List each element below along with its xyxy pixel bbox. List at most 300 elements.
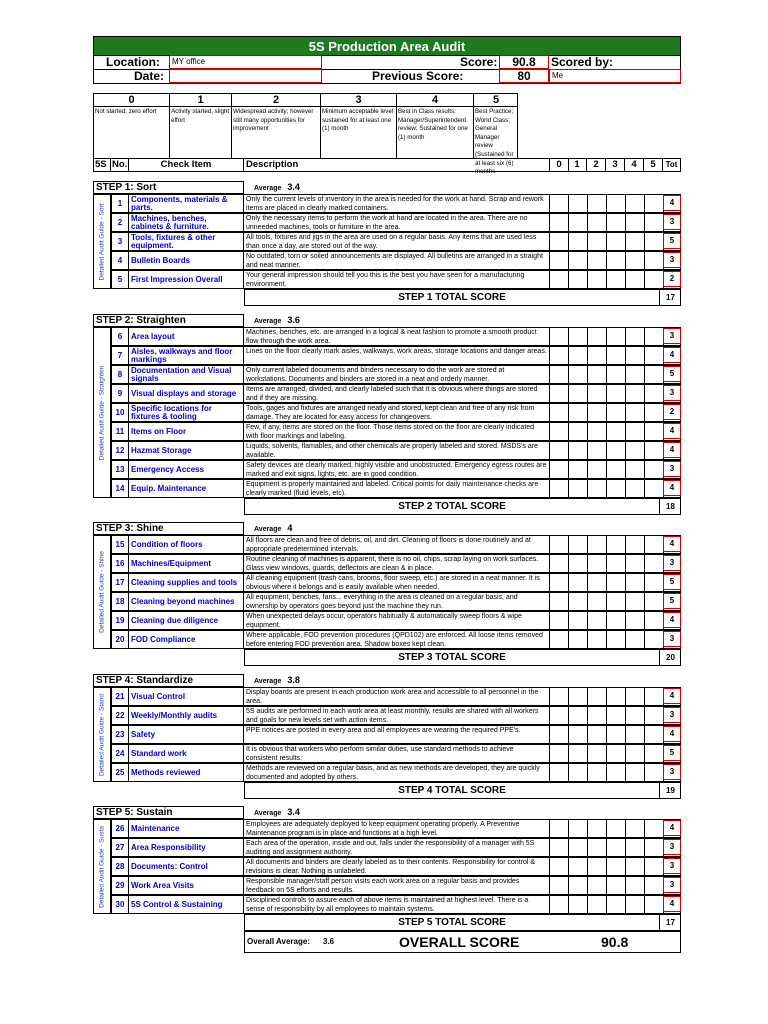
- score-cell-0[interactable]: [550, 725, 569, 744]
- score-cell-1[interactable]: [569, 194, 588, 213]
- col-no: No.: [112, 159, 128, 170]
- score-cell-0[interactable]: [550, 554, 569, 573]
- score-cell-1[interactable]: [569, 687, 588, 706]
- step-total-value: 19: [659, 783, 681, 798]
- score-cell-1[interactable]: [569, 460, 588, 479]
- score-cell-3[interactable]: [607, 460, 626, 479]
- score-cell-1[interactable]: [569, 895, 588, 914]
- score-cell-5[interactable]: [645, 763, 664, 782]
- score-cell-0[interactable]: [550, 876, 569, 895]
- score-cell-0[interactable]: [550, 535, 569, 554]
- step-total-row: [244, 914, 681, 931]
- score-cell-1[interactable]: [569, 270, 588, 289]
- score-cell-1[interactable]: [569, 535, 588, 554]
- score-cell-1[interactable]: [569, 611, 588, 630]
- check-item: [129, 232, 244, 251]
- score-cell-2[interactable]: [588, 554, 607, 573]
- level-2-number: 2: [232, 94, 320, 107]
- audit-guide-link[interactable]: [93, 194, 111, 289]
- check-item: [129, 687, 244, 706]
- overall-average-label: Overall Average:: [247, 937, 310, 946]
- score-cell-3[interactable]: [607, 573, 626, 592]
- item-description: Methods are reviewed on a regular basis, and as new methods are developed, they are quickly documented and adopted by others.: [244, 763, 550, 782]
- step-total-value: 17: [659, 290, 681, 305]
- average-label: Average: [254, 526, 282, 533]
- item-number: 6: [111, 327, 129, 346]
- level-4-number: 4: [397, 94, 473, 107]
- location-field[interactable]: MY office: [169, 55, 322, 69]
- score-cell-5[interactable]: [645, 592, 664, 611]
- score-cell-3[interactable]: [607, 687, 626, 706]
- score-cell-0[interactable]: [550, 384, 569, 403]
- check-item: [129, 611, 244, 630]
- score-cell-3[interactable]: [607, 819, 626, 838]
- score-cell-4[interactable]: [626, 895, 645, 914]
- score-cell-0[interactable]: [550, 763, 569, 782]
- score-cell-0[interactable]: [550, 611, 569, 630]
- score-cell-5[interactable]: [645, 384, 664, 403]
- score-cell-4[interactable]: [626, 876, 645, 895]
- score-cell-3[interactable]: [607, 384, 626, 403]
- score-cell-5[interactable]: [645, 687, 664, 706]
- score-cell-4[interactable]: [626, 744, 645, 763]
- item-description: No outdated, torn or soiled announcements are displayed. All bulletins are arranged in a straight and neat manner.: [244, 251, 550, 270]
- score-cell-1[interactable]: [569, 819, 588, 838]
- item-score[interactable]: 3: [663, 707, 681, 723]
- score-cell-1[interactable]: [569, 744, 588, 763]
- item-description: Few, if any, items are stored on the floor. Those items stored on the floor are clearly indicated with floor markings and labeling.: [244, 422, 550, 441]
- score-cell-0[interactable]: [550, 895, 569, 914]
- score-cell-2[interactable]: [588, 706, 607, 725]
- score-cell-5[interactable]: [645, 403, 664, 422]
- score-cell-3[interactable]: [607, 630, 626, 649]
- level-2-desc: Widespread activity; however still many opportunities for improvement: [233, 108, 314, 133]
- score-cell-5[interactable]: [645, 535, 664, 554]
- item-score[interactable]: 5: [663, 745, 681, 761]
- header-row-location: [93, 56, 681, 70]
- check-item: [129, 270, 244, 289]
- score-cell-0[interactable]: [550, 365, 569, 384]
- score-cell-5[interactable]: [645, 479, 664, 498]
- score-cell-1[interactable]: [569, 365, 588, 384]
- check-item-label: Equip. Maintenance: [131, 483, 207, 493]
- score-cell-0[interactable]: [550, 441, 569, 460]
- score-cell-5[interactable]: [645, 346, 664, 365]
- score-cell-2[interactable]: [588, 327, 607, 346]
- score-cell-3[interactable]: [607, 251, 626, 270]
- score-cell-1[interactable]: [569, 327, 588, 346]
- score-cell-2[interactable]: [588, 819, 607, 838]
- item-score[interactable]: 4: [663, 726, 681, 742]
- item-description: It is obvious that workers who perform similar duties, use standard methods to achieve consistent results.: [244, 744, 550, 763]
- score-cell-0[interactable]: [550, 592, 569, 611]
- item-score[interactable]: 3: [663, 555, 681, 571]
- check-item-label: Cleaning due diligence: [131, 615, 219, 625]
- score-cell-1[interactable]: [569, 441, 588, 460]
- score-cell-2[interactable]: [588, 270, 607, 289]
- check-item-label: Specific locations for fixtures & tooling: [131, 403, 212, 421]
- score-cell-5[interactable]: [645, 232, 664, 251]
- item-number: 21: [111, 687, 129, 706]
- score-cell-4[interactable]: [626, 535, 645, 554]
- score-cell-5[interactable]: [645, 819, 664, 838]
- score-cell-0[interactable]: [550, 687, 569, 706]
- check-item: [129, 479, 244, 498]
- score-cell-0[interactable]: [550, 460, 569, 479]
- score-cell-1[interactable]: [569, 763, 588, 782]
- score-cell-2[interactable]: [588, 725, 607, 744]
- item-score[interactable]: 3: [663, 385, 681, 401]
- level-5: [474, 94, 518, 176]
- check-item: [129, 403, 244, 422]
- score-cell-3[interactable]: [607, 876, 626, 895]
- item-number: 16: [111, 554, 129, 573]
- score-cell-2[interactable]: [588, 611, 607, 630]
- item-score[interactable]: 2: [663, 404, 681, 420]
- score-cell-0[interactable]: [550, 744, 569, 763]
- score-cell-4[interactable]: [626, 460, 645, 479]
- score-cell-0[interactable]: [550, 403, 569, 422]
- audit-guide-label: Detailed Audit Guide - Straighten: [98, 365, 106, 460]
- scored-by-label: Scored by:: [551, 55, 614, 69]
- col-check-item: Check Item: [129, 158, 244, 172]
- item-score[interactable]: 3: [663, 858, 681, 874]
- check-item: [129, 460, 244, 479]
- score-cell-5[interactable]: [645, 611, 664, 630]
- check-item-label: Safety: [131, 729, 156, 739]
- item-score[interactable]: 4: [663, 347, 681, 363]
- score-cell-2[interactable]: [588, 535, 607, 554]
- score-cell-5[interactable]: [645, 251, 664, 270]
- score-cell-3[interactable]: [607, 554, 626, 573]
- score-cell-5[interactable]: [645, 876, 664, 895]
- item-score[interactable]: 4: [663, 820, 681, 836]
- level-3-desc: Minimum acceptable level sustained for at least one (1) month: [322, 108, 394, 133]
- score-cell-3[interactable]: [607, 346, 626, 365]
- check-item-label: Methods reviewed: [131, 767, 201, 777]
- score-cell-2[interactable]: [588, 232, 607, 251]
- score-cell-4[interactable]: [626, 687, 645, 706]
- score-cell-4[interactable]: [626, 232, 645, 251]
- score-cell-3[interactable]: [607, 706, 626, 725]
- score-cell-4[interactable]: [626, 819, 645, 838]
- score-cell-5[interactable]: [645, 213, 664, 232]
- score-cell-0[interactable]: [550, 346, 569, 365]
- col-score-0: 0: [550, 158, 569, 172]
- check-item: [129, 554, 244, 573]
- score-cell-1[interactable]: [569, 346, 588, 365]
- item-score[interactable]: 3: [663, 214, 681, 230]
- level-3-number: 3: [321, 94, 396, 107]
- item-description: Routine cleaning of machines is apparent, there is no oil, chips, scrap laying on work surfaces. Glass view windows, guards, deflectors are clean & in place.: [244, 554, 550, 573]
- item-score[interactable]: 5: [663, 366, 681, 382]
- score-cell-0[interactable]: [550, 479, 569, 498]
- score-cell-4[interactable]: [626, 611, 645, 630]
- step-average: [254, 523, 292, 535]
- score-cell-5[interactable]: [645, 441, 664, 460]
- score-cell-2[interactable]: [588, 876, 607, 895]
- audit-guide-link[interactable]: [93, 819, 111, 914]
- score-cell-3[interactable]: [607, 857, 626, 876]
- audit-guide-link[interactable]: [93, 535, 111, 649]
- score-cell-1[interactable]: [569, 857, 588, 876]
- step-average: [254, 807, 300, 819]
- score-cell-5[interactable]: [645, 573, 664, 592]
- score-cell-1[interactable]: [569, 384, 588, 403]
- score-cell-3[interactable]: [607, 232, 626, 251]
- score-cell-4[interactable]: [626, 365, 645, 384]
- score-cell-3[interactable]: [607, 270, 626, 289]
- score-cell-2[interactable]: [588, 251, 607, 270]
- score-cell-3[interactable]: [607, 895, 626, 914]
- score-cell-3[interactable]: [607, 725, 626, 744]
- item-number: 12: [111, 441, 129, 460]
- score-cell-3[interactable]: [607, 422, 626, 441]
- item-score[interactable]: 5: [663, 574, 681, 590]
- item-score[interactable]: 4: [663, 442, 681, 458]
- score-cell-4[interactable]: [626, 630, 645, 649]
- score-cell-5[interactable]: [645, 838, 664, 857]
- score-cell-3[interactable]: [607, 441, 626, 460]
- score-cell-1[interactable]: [569, 725, 588, 744]
- item-description: Display boards are present in each production work area and accessible to all personnel in the area.: [244, 687, 550, 706]
- audit-guide-link[interactable]: [93, 687, 111, 782]
- check-item: [129, 592, 244, 611]
- score-cell-0[interactable]: [550, 422, 569, 441]
- step-average: [254, 675, 300, 687]
- score-cell-4[interactable]: [626, 441, 645, 460]
- score-cell-2[interactable]: [588, 479, 607, 498]
- score-cell-0[interactable]: [550, 630, 569, 649]
- score-cell-0[interactable]: [550, 251, 569, 270]
- score-cell-1[interactable]: [569, 706, 588, 725]
- item-description: Each area of the operation, inside and out, falls under the responsibility of a manager with 5S auditing and assignment authority.: [244, 838, 550, 857]
- check-item: [129, 194, 244, 213]
- score-cell-4[interactable]: [626, 479, 645, 498]
- check-item-label: Documentation and Visual signals: [131, 365, 232, 383]
- score-cell-2[interactable]: [588, 194, 607, 213]
- scored-by-field[interactable]: Me: [549, 69, 681, 83]
- item-score[interactable]: 2: [663, 271, 681, 287]
- check-item: [129, 630, 244, 649]
- check-item-label: Area layout: [131, 331, 175, 341]
- audit-guide-link[interactable]: [93, 327, 111, 498]
- item-score[interactable]: 4: [663, 688, 681, 704]
- score-cell-2[interactable]: [588, 744, 607, 763]
- step-total-value: 20: [659, 650, 681, 665]
- check-item-label: Hazmat Storage: [131, 445, 192, 455]
- score-cell-2[interactable]: [588, 687, 607, 706]
- item-score[interactable]: 4: [663, 896, 681, 912]
- item-score[interactable]: 3: [663, 252, 681, 268]
- score-cell-4[interactable]: [626, 213, 645, 232]
- item-description: All equipment, benches, fans... everything in the area is cleaned on a regular basis, and ownership by operators goes beyond just the machine they run.: [244, 592, 550, 611]
- score-cell-5[interactable]: [645, 422, 664, 441]
- score-cell-1[interactable]: [569, 592, 588, 611]
- score-cell-1[interactable]: [569, 232, 588, 251]
- score-cell-2[interactable]: [588, 838, 607, 857]
- score-cell-3[interactable]: [607, 479, 626, 498]
- score-cell-3[interactable]: [607, 213, 626, 232]
- score-cell-4[interactable]: [626, 592, 645, 611]
- score-cell-0[interactable]: [550, 232, 569, 251]
- score-cell-4[interactable]: [626, 384, 645, 403]
- score-cell-3[interactable]: [607, 838, 626, 857]
- score-cell-5[interactable]: [645, 725, 664, 744]
- score-cell-2[interactable]: [588, 346, 607, 365]
- item-score[interactable]: 3: [663, 461, 681, 477]
- score-cell-4[interactable]: [626, 763, 645, 782]
- date-field[interactable]: [169, 69, 322, 83]
- score-cell-2[interactable]: [588, 460, 607, 479]
- score-cell-5[interactable]: [645, 194, 664, 213]
- item-description: Lines on the floor clearly mark aisles, walkways, work areas, storage locations and danger areas.: [244, 346, 550, 365]
- score-cell-3[interactable]: [607, 592, 626, 611]
- score-cell-5[interactable]: [645, 365, 664, 384]
- item-score[interactable]: 5: [663, 233, 681, 249]
- item-number: 10: [111, 403, 129, 422]
- score-cell-0[interactable]: [550, 327, 569, 346]
- score-cell-1[interactable]: [569, 554, 588, 573]
- score-cell-3[interactable]: [607, 611, 626, 630]
- score-cell-4[interactable]: [626, 194, 645, 213]
- score-cell-1[interactable]: [569, 838, 588, 857]
- check-item: [129, 744, 244, 763]
- score-cell-2[interactable]: [588, 365, 607, 384]
- level-4-desc: Best in Class results; Manager/Superintendent review; Sustained for one (1) month: [398, 108, 468, 141]
- item-score[interactable]: 4: [663, 480, 681, 496]
- score-cell-4[interactable]: [626, 270, 645, 289]
- score-cell-0[interactable]: [550, 706, 569, 725]
- score-cell-5[interactable]: [645, 554, 664, 573]
- level-5-desc: Best Practice; World Class; General Manager review (Sustained for at least six (6) months: [475, 108, 514, 176]
- score-cell-2[interactable]: [588, 213, 607, 232]
- score-cell-4[interactable]: [626, 251, 645, 270]
- score-cell-4[interactable]: [626, 346, 645, 365]
- item-score[interactable]: 4: [663, 536, 681, 552]
- item-score[interactable]: 5: [663, 593, 681, 609]
- item-score[interactable]: 3: [663, 839, 681, 855]
- score-cell-1[interactable]: [569, 403, 588, 422]
- item-description: Your general impression should tell you this is the best you have seen for a manufacturing environment.: [244, 270, 550, 289]
- date-label: Date:: [134, 69, 165, 83]
- score-cell-4[interactable]: [626, 327, 645, 346]
- score-cell-5[interactable]: [645, 270, 664, 289]
- score-cell-0[interactable]: [550, 857, 569, 876]
- score-cell-1[interactable]: [569, 630, 588, 649]
- item-score[interactable]: 4: [663, 612, 681, 628]
- score-cell-0[interactable]: [550, 838, 569, 857]
- overall-average-value: 3.6: [323, 937, 335, 946]
- score-cell-2[interactable]: [588, 403, 607, 422]
- score-cell-2[interactable]: [588, 384, 607, 403]
- col-score-3: 3: [606, 158, 625, 172]
- item-description: Items are arranged, divided, and clearly labeled such that it is obvious where things are stored and if they are missing.: [244, 384, 550, 403]
- score-cell-3[interactable]: [607, 365, 626, 384]
- score-cell-3[interactable]: [607, 763, 626, 782]
- item-score[interactable]: 4: [663, 195, 681, 211]
- score-cell-2[interactable]: [588, 592, 607, 611]
- step-title: STEP 4: Standardize: [93, 674, 244, 687]
- check-item: [129, 706, 244, 725]
- score-cell-2[interactable]: [588, 857, 607, 876]
- average-value: 3.8: [287, 675, 300, 685]
- score-cell-1[interactable]: [569, 213, 588, 232]
- overall-score-value: 90.8: [601, 934, 629, 950]
- score-cell-2[interactable]: [588, 573, 607, 592]
- score-cell-4[interactable]: [626, 573, 645, 592]
- score-cell-3[interactable]: [607, 194, 626, 213]
- score-cell-1[interactable]: [569, 422, 588, 441]
- check-item-label: Cleaning beyond machines: [131, 596, 235, 606]
- score-cell-5[interactable]: [645, 895, 664, 914]
- overall-row: [244, 931, 681, 953]
- score-cell-5[interactable]: [645, 857, 664, 876]
- overall-score-label: OVERALL SCORE: [399, 934, 520, 950]
- item-score[interactable]: 3: [663, 328, 681, 344]
- score-cell-4[interactable]: [626, 706, 645, 725]
- score-cell-5[interactable]: [645, 630, 664, 649]
- score-cell-2[interactable]: [588, 441, 607, 460]
- score-cell-4[interactable]: [626, 838, 645, 857]
- score-cell-0[interactable]: [550, 213, 569, 232]
- score-cell-2[interactable]: [588, 630, 607, 649]
- item-number: 28: [111, 857, 129, 876]
- score-cell-4[interactable]: [626, 403, 645, 422]
- score-cell-0[interactable]: [550, 819, 569, 838]
- score-cell-3[interactable]: [607, 535, 626, 554]
- score-cell-1[interactable]: [569, 479, 588, 498]
- average-label: Average: [254, 810, 282, 817]
- score-cell-5[interactable]: [645, 460, 664, 479]
- score-cell-3[interactable]: [607, 403, 626, 422]
- score-cell-0[interactable]: [550, 270, 569, 289]
- item-description: Machines, benches, etc. are arranged in a logical & neat fashion to promote a smooth product flow through the work area.: [244, 327, 550, 346]
- score-cell-2[interactable]: [588, 895, 607, 914]
- item-score[interactable]: 3: [663, 764, 681, 780]
- score-cell-4[interactable]: [626, 422, 645, 441]
- score-cell-0[interactable]: [550, 194, 569, 213]
- score-cell-5[interactable]: [645, 706, 664, 725]
- score-cell-1[interactable]: [569, 876, 588, 895]
- score-cell-4[interactable]: [626, 857, 645, 876]
- score-cell-0[interactable]: [550, 573, 569, 592]
- score-cell-2[interactable]: [588, 763, 607, 782]
- score-cell-2[interactable]: [588, 422, 607, 441]
- score-cell-4[interactable]: [626, 554, 645, 573]
- item-number: 13: [111, 460, 129, 479]
- item-description: Only current labeled documents and binders necessary to do the work are stored at workstations. Documents and binders are stored in a neat and orderly manner.: [244, 365, 550, 384]
- score-cell-5[interactable]: [645, 744, 664, 763]
- item-number: 18: [111, 592, 129, 611]
- score-cell-1[interactable]: [569, 573, 588, 592]
- col-total: Tot: [663, 158, 681, 172]
- score-cell-1[interactable]: [569, 251, 588, 270]
- previous-score-value: 80: [499, 69, 549, 83]
- step-total-row: [244, 782, 681, 799]
- item-number: 8: [111, 365, 129, 384]
- item-score[interactable]: 3: [663, 877, 681, 893]
- score-cell-3[interactable]: [607, 327, 626, 346]
- item-description: Disciplined controls to assure each of above items is maintained at highest level. There is a sense of responsibility by all employees to maintain systems.: [244, 895, 550, 914]
- item-score[interactable]: 4: [663, 423, 681, 439]
- score-cell-5[interactable]: [645, 327, 664, 346]
- check-item-label: Area Responsibility: [131, 842, 206, 852]
- score-cell-3[interactable]: [607, 744, 626, 763]
- average-value: 3.4: [287, 807, 300, 817]
- score-cell-4[interactable]: [626, 725, 645, 744]
- item-score[interactable]: 3: [663, 631, 681, 647]
